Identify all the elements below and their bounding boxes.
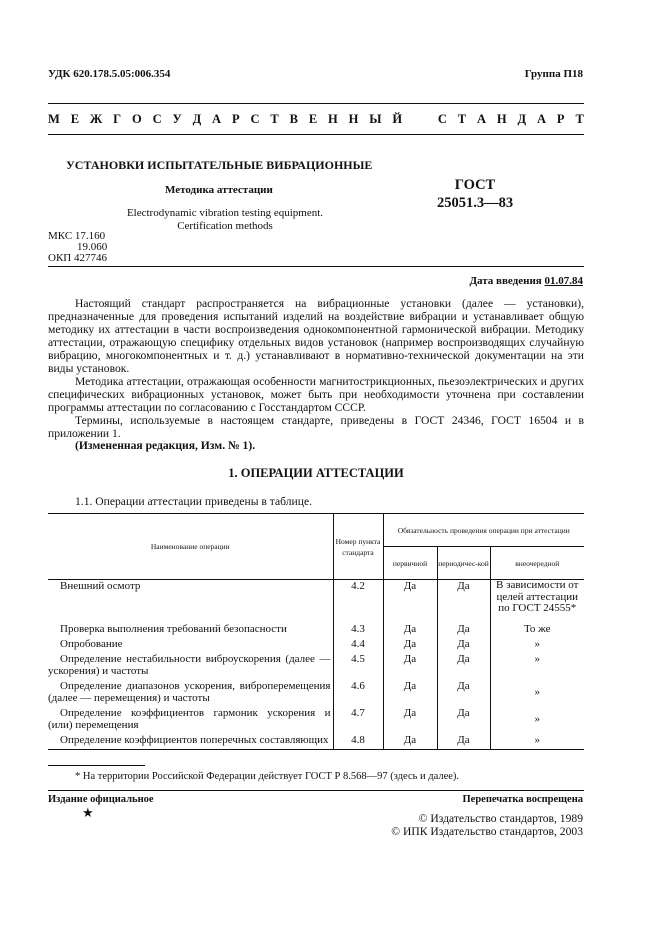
operations-table [48,513,584,750]
copyright: © Издательство стандартов, 1989 © ИПК Издательство стандартов, 2003 [391,812,583,838]
table-row: Определение коэффициентов гармоник ускорения и (или) перемещения 4.7 Да Да » [48,707,584,734]
banner-rule [48,134,584,135]
star-icon: ★ [82,805,94,820]
table-row: Опробование 4.4 Да Да » [48,638,584,653]
group-code: Группа П18 [524,68,583,80]
header-obligation: Обязательность проведения операции при аттестации [383,514,584,547]
table-row: Внешний осмотр 4.2 Да Да В зависимости от целей аттестации по ГОСТ 24555* [48,580,584,623]
footnote: * На территории Российской Федерации действует ГОСТ Р 8.568—97 (здесь и далее). [75,771,460,782]
interstate-standard-banner: М Е Ж Г О С У Д А Р С Т В Е Н Н Ы Й С Т А Н Д А Р Т [48,112,584,126]
header-operation-name: Наименование операции [48,514,333,580]
gost-number: ГОСТ 25051.3—83 [436,177,514,211]
introduction-date: Дата введения 01.07.84 [469,275,583,287]
table-row: Определение нестабильности виброускорения (далее — ускорения) и частоты 4.5 Да Да » [48,653,584,680]
footnote-rule [48,765,145,766]
header-primary: первичной [383,547,437,580]
header-extraordinary: внеочередной [490,547,584,580]
reprint-prohibited: Перепечатка воспрещена [462,794,583,805]
paragraph-terms: Термины, используемые в настоящем стандарте, приведены в ГОСТ 24346, ГОСТ 16504 и в приложении 1. [48,414,584,440]
udc-code: УДК 620.178.5.05:006.354 [48,68,171,80]
classification-codes: МКС 17.160 19.060 ОКП 427746 [48,230,108,264]
footer-rule [48,790,584,791]
clause-1-1: 1.1. Операции аттестации приведены в таблице. [75,495,313,508]
top-rule [48,103,584,104]
intro-text [48,297,584,440]
official-edition: Издание официальное [48,794,154,805]
english-title: Electrodynamic vibration testing equipment. Certification methods [126,207,324,232]
table-row: Определение диапазонов ускорения, виброперемещения (далее — перемещения) и частоты 4.6 Да Да » [48,680,584,707]
section-title: 1. ОПЕРАЦИИ АТТЕСТАЦИИ [228,466,404,480]
document-subtitle: Методика аттестации [165,184,273,196]
amendment-note: (Измененная редакция, Изм. № 1). [75,439,256,452]
document-title: УСТАНОВКИ ИСПЫТАТЕЛЬНЫЕ ВИБРАЦИОННЫЕ [66,158,373,172]
header-clause-number: Номер пункта стандарта [333,514,383,580]
table-row: Определение коэффициентов поперечных составляющих 4.8 Да Да » [48,734,584,750]
paragraph-specifics: Методика аттестации, отражающая особенности магнитострикционных, пьезоэлектрических и других специфических вибрационных установок, может быть при необходимости уточнена при составлении программы аттестации по согласованию с Госстандартом СССР. [48,375,584,414]
table-row: Проверка выполнения требований безопасности 4.3 Да Да То же [48,623,584,638]
date-rule [48,266,584,267]
paragraph-scope: Настоящий стандарт распространяется на вибрационные установки (далее — установки), предназначенные для проведения испытаний изделий на воздействие вибрации и устанавливает общую методику их аттестации в части воспроизведения однокомпонентной гармонической вибрации. Методику аттестации, отражающую специфику отдельных видов установок (например воспроизводящих случайную вибрацию, многокомпонентных и т. д.) устанавливают в нормативно-технической документации на эти виды установок. [48,297,584,375]
header-periodic: периодичес-кой [437,547,490,580]
